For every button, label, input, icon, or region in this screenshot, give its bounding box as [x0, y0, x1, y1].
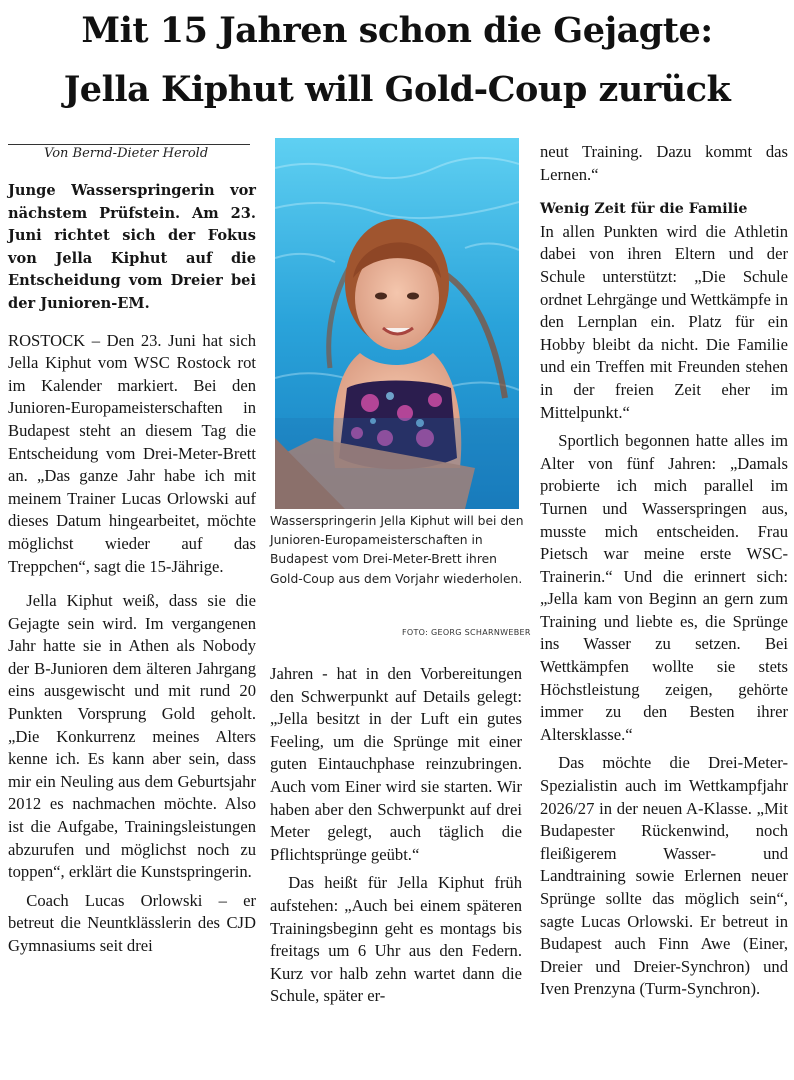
body-paragraph: neut Training. Dazu kommt das Lernen.“	[540, 142, 788, 184]
body-paragraph: Sportlich begonnen hatte alles im Alter von fünf Jahren: „Damals probierte ich mich parallel im Turnen und Wasserspringen aus, musste mich entscheiden. Frau Pietsch war meine erste WSC-Trainerin.“ Und die erinnert sich: „Jella kam von Beginn an gern zum Training und liebte es, die Sprünge ins Wasser zu setzen. Bei Wettkämpfen wollte sie stets Höchstleistung zeigen, gehörte immer zu den Besten ihrer Altersklasse.“	[540, 431, 788, 744]
photo-credit: FOTO: GEORG SCHARNWEBER	[402, 628, 531, 637]
section-subheading: Wenig Zeit für die Familie	[540, 201, 748, 218]
article-column-3	[540, 141, 788, 1001]
body-paragraph: Coach Lucas Orlowski – er betreut die Neuntklässlerin des CJD Gymnasiums seit drei	[8, 890, 256, 955]
article-column-2	[270, 663, 522, 1008]
article-column-1	[8, 180, 256, 958]
photo-caption: Wasserspringerin Jella Kiphut will bei den Junioren-Europameisterschaften in Budapest vom Drei-Meter-Brett ihren Gold-Coup aus dem Vorjahr wiederholen.	[270, 514, 524, 586]
headline-line-1: Mit 15 Jahren schon die Gejagte:	[81, 10, 713, 51]
headline-line-2: Jella Kiphut will Gold-Coup zurück	[63, 69, 731, 110]
byline-rule	[8, 144, 250, 145]
athlete-photo	[275, 138, 519, 509]
lead-paragraph: Junge Wasserspringerin vor nächstem Prüfstein. Am 23. Juni richtet sich der Fokus von Jella Kiphut auf die Entscheidung vom Dreier bei der Junioren-EM.	[8, 182, 256, 312]
body-paragraph: Das möchte die Drei-Meter-Spezialistin auch im Wettkampfjahr 2026/27 in der neuen A-Klasse. „Mit Budapester Rückenwind, noch fleißigerem Wasser- und Landtraining sowie Erlernen neuer Sprünge sollte das möglich sein“, sagte Lucas Orlowski. Er betreut in Budapest auch Finn Awe (Einer, Dreier und Dreier-Synchron) und Iven Prenzyna (Turm-Synchron).	[540, 753, 788, 999]
byline: Von Bernd-Dieter Herold	[44, 146, 209, 161]
swimmer-illustration	[275, 138, 519, 509]
body-paragraph: ROSTOCK – Den 23. Juni hat sich Jella Kiphut vom WSC Rostock rot im Kalender markiert. Bei den Junioren-Europameisterschaften in Budapest steht an diesem Tag die Entscheidung vom Drei-Meter-Brett an. „Das ganze Jahr habe ich mit meinem Trainer Lucas Orlowski auf dieses Datum hingearbeitet, möchte möglichst wieder auf das Treppchen“, sagt die 15-Jährige.	[8, 330, 256, 576]
body-paragraph: Jahren - hat in den Vorbereitungen den Schwerpunkt auf Details gelegt: „Jella besitzt in der Luft ein gutes Feeling, um die Sprünge mit einer guten Eintauchphase reinzubringen. Auch vom Einer wird sie starten. Wir haben aber den Schwerpunkt auf drei Meter gelegt, auch täglich die Pflichtsprünge geübt.“	[270, 664, 522, 864]
body-paragraph: In allen Punkten wird die Athletin dabei von ihren Eltern und der Schule unterstützt: „Die Schule ordnet Lehrgänge und Wettkämpfe in den Lernplan ein. Platz für ein Hobby bleibt da nicht. Die Familie und ein Treffen mit Freunden stehen in der freien Zeit eher im Mittelpunkt.“	[540, 221, 788, 422]
body-paragraph: Jella Kiphut weiß, dass sie die Gejagte sein wird. Im vergangenen Jahr hatte sie in Athen als Nobody der B-Junioren dem älteren Jahrgang eins ausgewischt und mit rund 20 Punkten Vorsprung Gold geholt. „Die Konkurrenz meines Alters kenne ich. Es kann aber sein, dass mir ein Neuling aus dem Geburtsjahr 2012 es nachmachen möchte. Also ist die Aufgabe, Trainingsleistungen abzurufen und möglichst noch zu toppen“, erklärt die Kunstspringerin.	[8, 591, 256, 882]
body-paragraph: Das heißt für Jella Kiphut früh aufstehen: „Auch bei einem späteren Trainingsbeginn geht es montags bis freitags um 6 Uhr aus den Federn. Kurz vor halb zehn wartet dann die Schule, später er-	[270, 873, 522, 1006]
